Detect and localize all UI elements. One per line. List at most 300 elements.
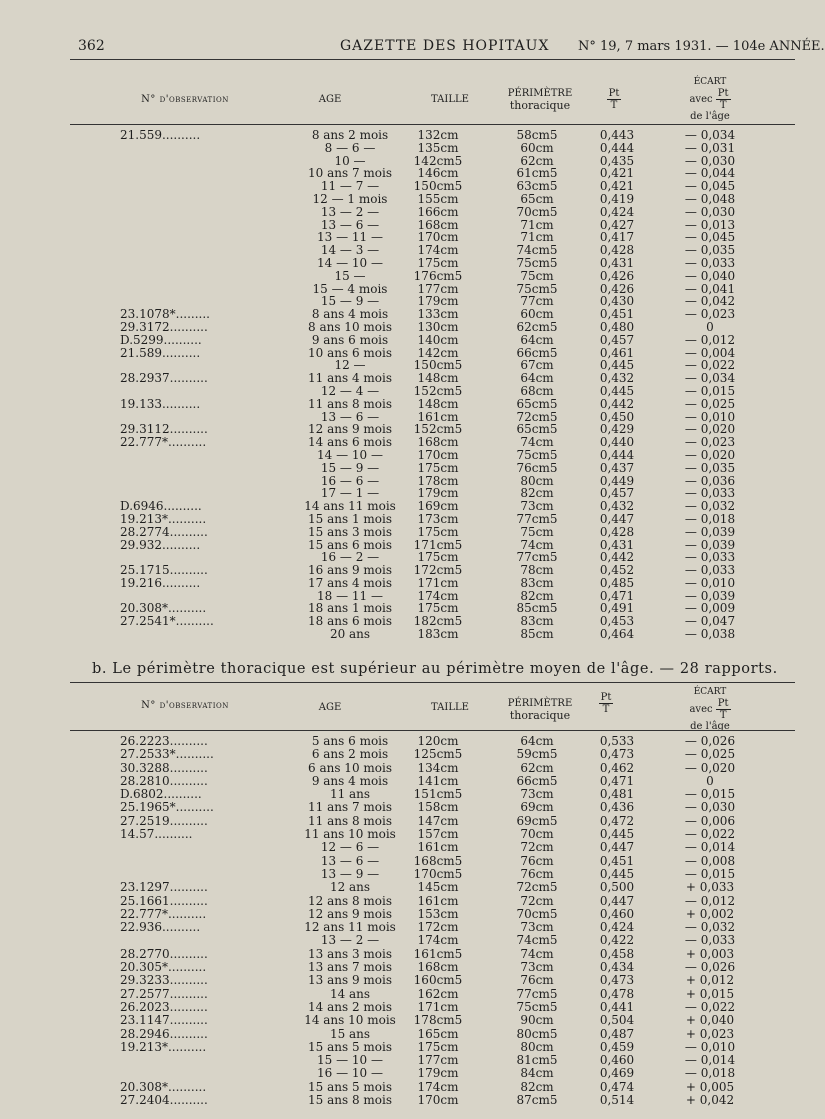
cell-age: 13 — 6 — (320, 409, 380, 424)
journal-title: GAZETTE DES HOPITAUX (340, 38, 550, 54)
cell-peri: 69cm (520, 800, 554, 815)
cell-age: 12 — 1 mois (312, 191, 388, 206)
cell-peri: 77cm (520, 294, 554, 309)
pt-denominator-b: T (602, 704, 610, 715)
cell-pt: 0,435 (599, 153, 635, 168)
cell-age: 14 — 10 — (317, 255, 383, 270)
cell-obs: 21.589.......... (120, 345, 201, 360)
table-row (0, 760, 800, 773)
cell-peri: 72cm5 (516, 880, 558, 895)
cell-taille: 130cm (417, 319, 459, 334)
cell-pt: 0,480 (599, 319, 635, 334)
cell-ecart: + 0,015 (685, 986, 735, 1001)
cell-taille: 152cm5 (413, 383, 463, 398)
col-age-header-b: AGE (318, 702, 342, 713)
cell-obs: 25.1715.......... (120, 563, 208, 578)
cell-peri: 73cm (520, 960, 554, 975)
page-number: 362 (78, 38, 105, 54)
cell-ecart: — 0,018 (684, 511, 736, 526)
cell-ecart: — 0,020 (684, 422, 736, 437)
cell-obs: 27.2404.......... (120, 1093, 208, 1108)
cell-ecart: — 0,033 (684, 255, 736, 270)
cell-pt: 0,481 (599, 787, 635, 802)
cell-obs: 25.1661.......... (120, 893, 208, 908)
cell-ecart: — 0,032 (684, 920, 736, 935)
cell-peri: 75cm5 (516, 255, 558, 270)
cell-pt: 0,461 (599, 345, 635, 360)
table-a-header (0, 70, 800, 122)
cell-age: 20 ans (329, 627, 371, 642)
cell-peri: 73cm (520, 787, 554, 802)
cell-obs: 26.2223.......... (120, 734, 208, 748)
cell-pt: 0,447 (599, 840, 635, 855)
cell-taille: 179cm (417, 294, 459, 309)
cell-pt: 0,491 (599, 601, 635, 616)
cell-peri: 76cm (520, 866, 554, 881)
table-row (0, 1065, 800, 1081)
cell-taille: 172cm (417, 920, 459, 935)
cell-obs: 28.2774.......... (120, 524, 208, 539)
cell-taille: 169cm (417, 499, 459, 514)
cell-ecart: — 0,015 (684, 383, 736, 398)
cell-age: 5 ans 6 mois (311, 734, 389, 748)
cell-age: 13 ans 9 mois (308, 973, 392, 988)
cell-peri: 71cm (520, 217, 554, 232)
cell-pt: 0,462 (599, 760, 635, 775)
cell-obs: 19.213*.......... (120, 1039, 207, 1054)
table-row (0, 421, 800, 437)
table-row (0, 746, 800, 762)
cell-obs: 19.216.......... (120, 575, 201, 590)
table-row (0, 460, 800, 473)
cell-pt: 0,471 (599, 773, 635, 788)
cell-peri: 73cm (520, 920, 554, 935)
cell-ecart: — 0,014 (684, 1053, 736, 1068)
table-row (0, 127, 800, 140)
cell-peri: 75cm (520, 524, 554, 539)
cell-taille: 152cm5 (413, 422, 463, 437)
table-row (0, 1012, 800, 1028)
cell-ecart: — 0,042 (684, 294, 736, 309)
cell-ecart: + 0,012 (685, 973, 735, 988)
cell-peri: 77cm5 (516, 986, 558, 1001)
cell-age: 15 ans 1 mois (308, 511, 392, 526)
cell-peri: 69cm5 (516, 813, 558, 828)
table-row (0, 434, 800, 450)
cell-age: 17 ans 4 mois (308, 575, 392, 590)
table-row (0, 866, 800, 879)
cell-taille: 183cm (417, 627, 459, 642)
table-row (0, 383, 800, 396)
cell-ecart: — 0,022 (684, 358, 736, 373)
cell-pt: 0,472 (599, 813, 635, 828)
cell-age: 14 ans (329, 986, 371, 1001)
table-row (0, 879, 800, 895)
table-row (0, 268, 800, 281)
cell-taille: 161cm (417, 893, 459, 908)
cell-age: 15 — 10 — (317, 1053, 383, 1068)
cell-pt: 0,459 (599, 1039, 635, 1054)
table-row (0, 204, 800, 217)
cell-peri: 76cm5 (516, 460, 558, 475)
table-row (0, 562, 800, 578)
table-row (0, 588, 800, 601)
cell-age: 8 ans 2 mois (311, 128, 389, 142)
cell-age: 10 ans 7 mois (308, 166, 392, 181)
table-row (0, 498, 800, 514)
cell-pt: 0,460 (599, 1053, 635, 1068)
cell-taille: 133cm (417, 307, 459, 322)
table-row (0, 370, 800, 386)
cell-ecart: + 0,033 (685, 880, 735, 895)
table-row (0, 229, 800, 245)
cell-taille: 174cm (417, 588, 459, 603)
cell-age: 14 ans 11 mois (304, 499, 396, 514)
cell-taille: 170cm (417, 230, 459, 245)
table-row (0, 839, 800, 855)
cell-taille: 146cm (417, 166, 459, 181)
cell-taille: 178cm (417, 473, 459, 488)
cell-age: 11 ans 10 mois (304, 827, 396, 842)
pt-fraction-b (599, 692, 614, 715)
cell-taille: 161cm (417, 840, 459, 855)
cell-ecart: — 0,048 (684, 191, 736, 206)
cell-taille: 170cm5 (413, 866, 463, 881)
table-row (0, 293, 800, 309)
col-pt-header-b (586, 692, 626, 715)
cell-pt: 0,445 (599, 827, 635, 842)
col-taille-header-b: TAILLE (431, 702, 469, 713)
cell-taille: 174cm (417, 933, 459, 948)
cell-taille: 158cm (417, 800, 459, 815)
ecart-fraction (716, 88, 731, 111)
cell-ecart: — 0,023 (684, 307, 736, 322)
cell-age: 15 ans 5 mois (308, 1039, 392, 1054)
cell-peri: 85cm5 (516, 601, 558, 616)
cell-pt: 0,451 (599, 853, 635, 868)
table-row (0, 906, 800, 919)
cell-age: 12 — 4 — (320, 383, 380, 398)
cell-age: 13 ans 7 mois (308, 960, 392, 975)
cell-age: 9 ans 4 mois (311, 773, 389, 788)
cell-taille: 145cm (417, 880, 459, 895)
table-row (0, 357, 800, 373)
cell-taille: 177cm (417, 1053, 459, 1068)
cell-obs: D.6946.......... (120, 499, 202, 514)
cell-obs: 22.936.......... (120, 920, 201, 935)
cell-pt: 0,473 (599, 747, 635, 762)
col-age-header: AGE (318, 94, 342, 105)
cell-taille: 168cm (417, 217, 459, 232)
cell-obs: 14.57.......... (120, 827, 193, 842)
cell-pt: 0,500 (599, 880, 635, 895)
cell-pt: 0,474 (599, 1079, 635, 1094)
cell-age: 16 ans 9 mois (308, 563, 392, 578)
cell-age: 12 ans 9 mois (308, 422, 392, 437)
cell-age: 13 ans 3 mois (308, 946, 392, 961)
col-ecart-avec: avec (689, 94, 713, 105)
cell-pt: 0,464 (599, 627, 635, 642)
cell-taille: 161cm (417, 409, 459, 424)
cell-pt: 0,504 (599, 1013, 635, 1028)
cell-pt: 0,457 (599, 486, 635, 501)
cell-peri: 68cm (520, 383, 554, 398)
cell-pt: 0,429 (599, 422, 635, 437)
cell-taille: 132cm (417, 128, 459, 142)
cell-pt: 0,424 (599, 920, 635, 935)
cell-peri: 90cm (520, 1013, 554, 1028)
cell-taille: 162cm (417, 986, 459, 1001)
cell-ecart: + 0,002 (685, 906, 735, 921)
cell-taille: 179cm (417, 1066, 459, 1081)
cell-age: 13 — 11 — (317, 230, 383, 245)
cell-peri: 80cm (520, 473, 554, 488)
table-row (0, 786, 800, 802)
cell-pt: 0,471 (599, 588, 635, 603)
cell-obs: 28.2937.......... (120, 371, 208, 386)
cell-age: 14 — 10 — (317, 447, 383, 462)
cell-ecart: — 0,031 (684, 140, 736, 155)
cell-pt: 0,445 (599, 383, 635, 398)
cell-taille: 177cm (417, 281, 459, 296)
cell-pt: 0,514 (599, 1093, 635, 1108)
issue-info: N° 19, 7 mars 1931. — 104e ANNÉE. (578, 39, 825, 54)
cell-age: 12 — (334, 358, 366, 373)
cell-taille: 155cm (417, 191, 459, 206)
cell-pt: 0,487 (599, 1026, 635, 1041)
cell-peri: 72cm5 (516, 409, 558, 424)
cell-age: 14 ans 2 mois (308, 999, 392, 1014)
table-row (0, 537, 800, 550)
table-row (0, 485, 800, 501)
table-b-header (0, 684, 800, 734)
cell-taille: 161cm5 (413, 946, 463, 961)
cell-age: 12 — 6 — (320, 840, 380, 855)
cell-peri: 59cm5 (516, 747, 558, 762)
cell-age: 14 ans 10 mois (304, 1013, 396, 1028)
col-ecart-b-avec: avec (689, 704, 713, 715)
cell-pt: 0,449 (599, 473, 635, 488)
cell-peri: 73cm (520, 499, 554, 514)
cell-ecart: — 0,015 (684, 787, 736, 802)
cell-ecart: — 0,033 (684, 486, 736, 501)
cell-pt: 0,447 (599, 511, 635, 526)
cell-ecart: — 0,047 (684, 614, 736, 629)
cell-ecart: — 0,009 (684, 601, 736, 616)
cell-peri: 65cm (520, 191, 554, 206)
cell-ecart: — 0,025 (684, 396, 736, 411)
cell-pt: 0,421 (599, 179, 635, 194)
cell-age: 14 — 3 — (320, 243, 380, 258)
table-row (0, 626, 800, 642)
table-row (0, 919, 800, 935)
cell-age: 18 ans 6 mois (308, 614, 392, 629)
cell-taille: 134cm (417, 760, 459, 775)
cell-ecart: — 0,030 (684, 204, 736, 219)
cell-peri: 62cm5 (516, 319, 558, 334)
cell-pt: 0,434 (599, 960, 635, 975)
cell-age: 6 ans 10 mois (308, 760, 392, 775)
cell-ecart: — 0,040 (684, 268, 736, 283)
cell-taille: 125cm5 (413, 747, 463, 762)
table-row (0, 733, 800, 746)
cell-ecart: — 0,034 (684, 371, 736, 386)
cell-ecart: + 0,003 (685, 946, 735, 961)
cell-taille: 135cm (417, 140, 459, 155)
table-row (0, 140, 800, 153)
cell-ecart: — 0,010 (684, 1039, 736, 1054)
cell-taille: 168cm5 (413, 853, 463, 868)
table-row (0, 773, 800, 786)
cell-age: 11 ans 8 mois (308, 396, 392, 411)
cell-taille: 147cm (417, 813, 459, 828)
cell-age: 13 — 9 — (320, 866, 380, 881)
cell-obs: 26.2023.......... (120, 999, 208, 1014)
cell-age: 13 — 2 — (320, 204, 380, 219)
col-perimetre-line2: thoracique (509, 99, 571, 112)
col-perimetre-header (490, 88, 590, 112)
cell-pt: 0,426 (599, 281, 635, 296)
table-row (0, 511, 800, 524)
ecart-numerator: Pt (717, 88, 729, 99)
cell-age: 16 — 2 — (320, 550, 380, 565)
cell-taille: 175cm (417, 255, 459, 270)
cell-peri: 70cm5 (516, 204, 558, 219)
cell-peri: 63cm5 (516, 179, 558, 194)
cell-age: 15 ans 8 mois (308, 1093, 392, 1108)
cell-taille: 168cm (417, 960, 459, 975)
cell-ecart: — 0,026 (684, 960, 736, 975)
cell-peri: 64cm (520, 332, 554, 347)
cell-taille: 174cm (417, 243, 459, 258)
cell-pt: 0,442 (599, 396, 635, 411)
col-ecart-b-line2 (660, 698, 760, 721)
cell-age: 15 — 9 — (320, 460, 380, 475)
table-row (0, 986, 800, 999)
col-ecart-line1: ÉCART (693, 77, 727, 87)
cell-ecart: — 0,034 (684, 128, 736, 142)
cell-ecart: — 0,004 (684, 345, 736, 360)
cell-age: 15 — 4 mois (312, 281, 388, 296)
cell-ecart: — 0,014 (684, 840, 736, 855)
cell-pt: 0,430 (599, 294, 635, 309)
cell-ecart: — 0,039 (684, 588, 736, 603)
cell-ecart: — 0,015 (684, 866, 736, 881)
cell-age: 15 — 9 — (320, 294, 380, 309)
cell-taille: 166cm (417, 204, 459, 219)
cell-ecart: — 0,033 (684, 933, 736, 948)
cell-taille: 171cm (417, 999, 459, 1014)
cell-age: 10 ans 6 mois (308, 345, 392, 360)
cell-age: 16 — 10 — (317, 1066, 383, 1081)
cell-pt: 0,473 (599, 973, 635, 988)
cell-taille: 175cm (417, 524, 459, 539)
cell-age: 13 — 6 — (320, 853, 380, 868)
col-obs-header: N° d'observation (141, 94, 229, 105)
table-row (0, 999, 800, 1012)
cell-peri: 61cm5 (516, 166, 558, 181)
cell-age: 14 ans 6 mois (308, 435, 392, 450)
cell-pt: 0,460 (599, 906, 635, 921)
cell-peri: 75cm5 (516, 999, 558, 1014)
page-header (0, 36, 825, 58)
cell-peri: 65cm5 (516, 396, 558, 411)
cell-peri: 76cm (520, 853, 554, 868)
cell-age: 11 — 7 — (320, 179, 380, 194)
section-b-caption: b. Le périmètre thoracique est supérieur au périmètre moyen de l'âge. — 28 rapports. (92, 661, 778, 677)
table-b-header-rule (70, 730, 795, 731)
cell-age: 15 ans 5 mois (308, 1079, 392, 1094)
cell-pt: 0,450 (599, 409, 635, 424)
cell-taille: 172cm5 (413, 563, 463, 578)
pt-denominator: T (610, 100, 618, 111)
cell-obs: 22.777*.......... (120, 906, 207, 921)
cell-age: 11 ans 8 mois (308, 813, 392, 828)
cell-age: 15 ans (329, 1026, 371, 1041)
cell-taille: 174cm (417, 1079, 459, 1094)
cell-pt: 0,431 (599, 537, 635, 552)
cell-ecart: — 0,030 (684, 800, 736, 815)
cell-taille: 142cm (417, 345, 459, 360)
cell-peri: 76cm (520, 973, 554, 988)
cell-pt: 0,417 (599, 230, 635, 245)
cell-taille: 176cm5 (413, 268, 463, 283)
ecart-numerator-b: Pt (717, 698, 729, 709)
table-row (0, 972, 800, 988)
cell-obs: D.6802.......... (120, 787, 202, 802)
cell-taille: 153cm (417, 906, 459, 921)
cell-pt: 0,451 (599, 307, 635, 322)
cell-age: 10 — (334, 153, 366, 168)
cell-obs: 28.2810.......... (120, 773, 208, 788)
cell-age: 12 ans 8 mois (308, 893, 392, 908)
table-row (0, 826, 800, 842)
cell-taille: 171cm5 (413, 537, 463, 552)
cell-ecart: — 0,008 (684, 853, 736, 868)
cell-obs: 21.559.......... (120, 128, 201, 142)
cell-pt: 0,445 (599, 358, 635, 373)
cell-taille: 170cm (417, 447, 459, 462)
cell-peri: 81cm5 (516, 1053, 558, 1068)
cell-ecart: — 0,026 (684, 734, 736, 748)
table-row (0, 946, 800, 959)
cell-age: 8 — 6 — (324, 140, 376, 155)
cell-pt: 0,485 (599, 575, 635, 590)
col-perimetre-line1: PÉRIMÈTRE (507, 88, 573, 99)
cell-peri: 66cm5 (516, 773, 558, 788)
table-row (0, 396, 800, 409)
table-row (0, 281, 800, 294)
cell-ecart: — 0,030 (684, 153, 736, 168)
cell-ecart: — 0,022 (684, 827, 736, 842)
cell-taille: 141cm (417, 773, 459, 788)
cell-ecart: — 0,010 (684, 409, 736, 424)
cell-taille: 120cm (417, 734, 459, 748)
cell-ecart: — 0,012 (684, 332, 736, 347)
cell-pt: 0,533 (599, 734, 635, 748)
cell-pt: 0,444 (599, 140, 635, 155)
table-row (0, 217, 800, 230)
cell-peri: 62cm (520, 760, 554, 775)
col-ecart-line2 (660, 88, 760, 111)
table-row (0, 575, 800, 588)
cell-pt: 0,424 (599, 204, 635, 219)
pt-numerator-b: Pt (600, 692, 612, 703)
cell-pt: 0,447 (599, 893, 635, 908)
cell-ecart: — 0,032 (684, 499, 736, 514)
cell-peri: 83cm (520, 614, 554, 629)
cell-obs: 29.932.......... (120, 537, 201, 552)
